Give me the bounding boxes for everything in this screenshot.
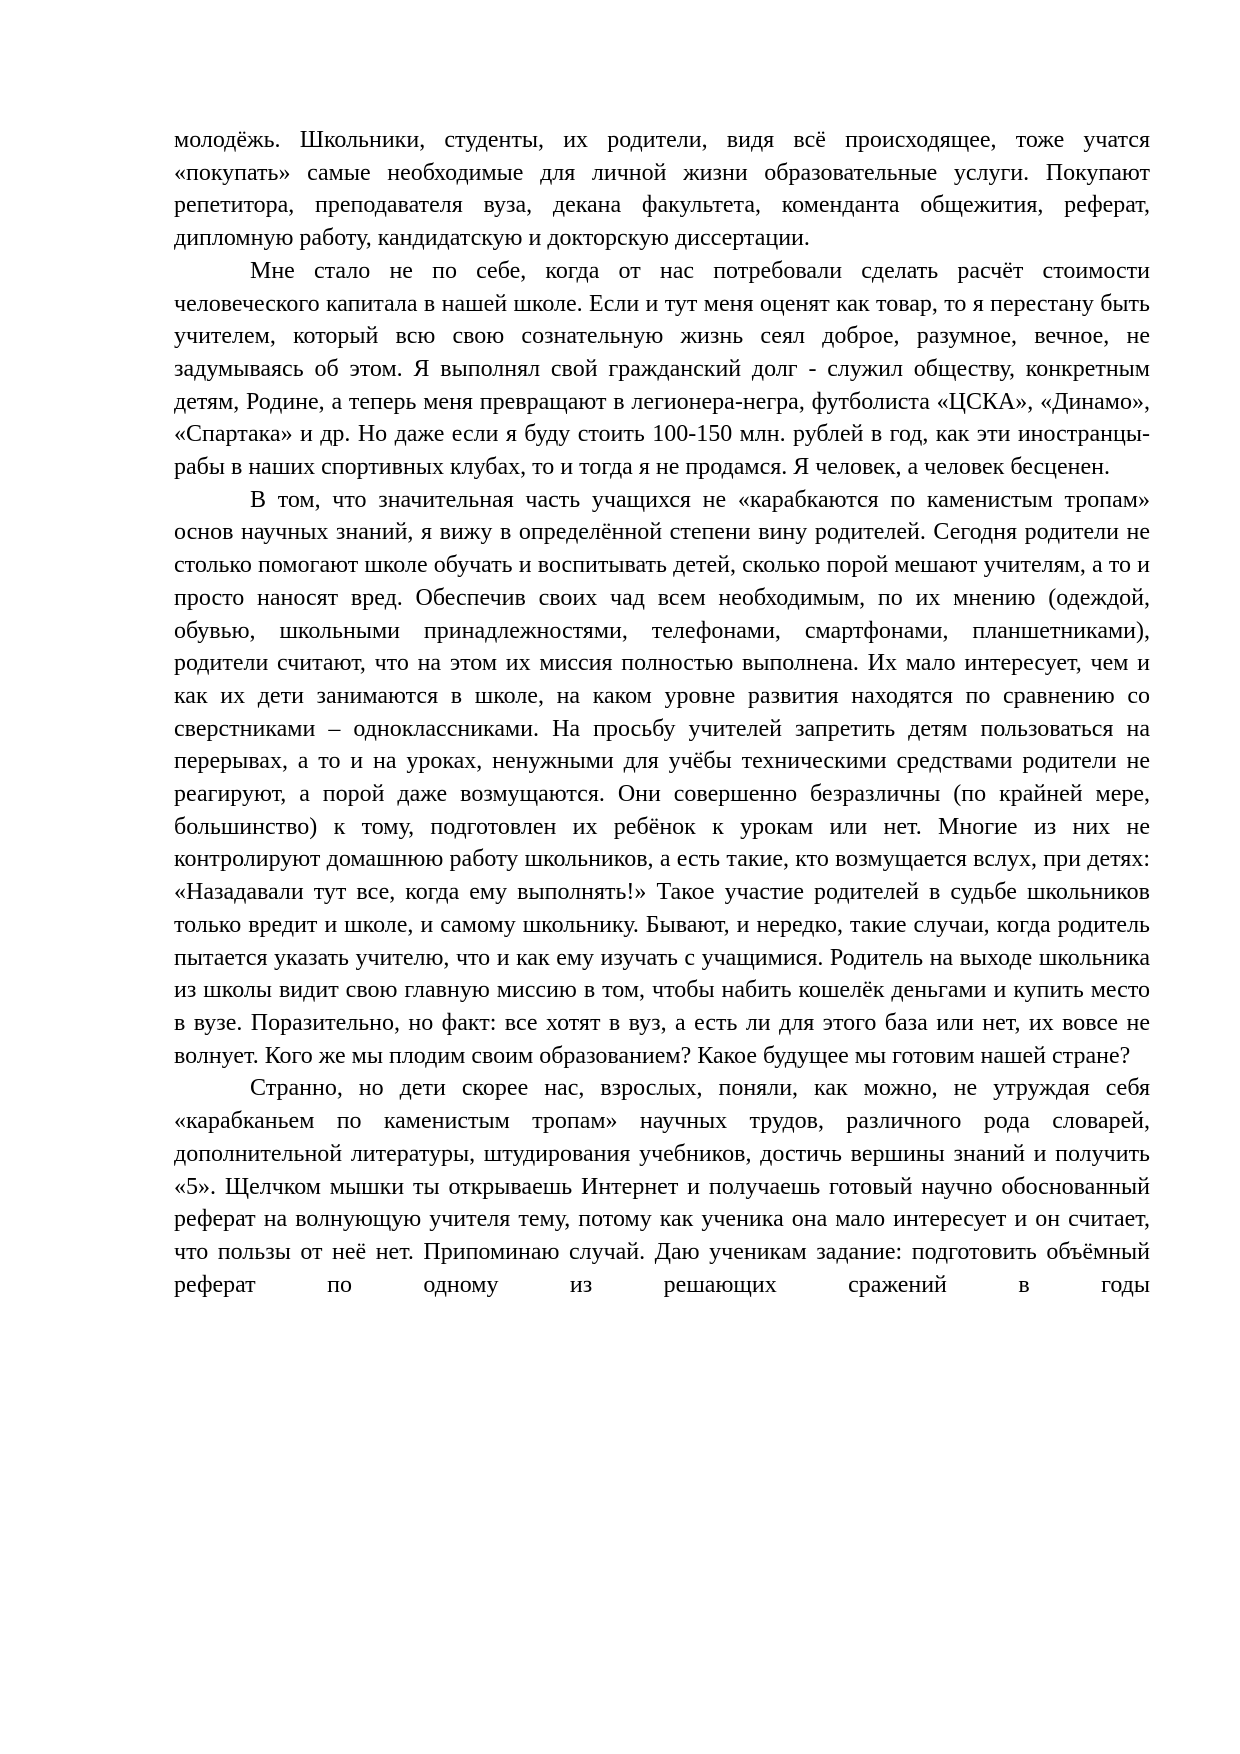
paragraph-children-internet: Странно, но дети скорее нас, взрослых, поняли, как можно, не утруждая себя «карабканьем по каменистым тропам» научных трудов, различного рода словарей, дополнительной литературы, штудирования учебников, достичь вершины знаний и получить «5». Щелчком мышки ты открываешь Интернет и получаешь готовый научно обоснованный реферат на волнующую учителя тему, потому как ученика она мало интересует и он считает, что пользы от неё нет. Припоминаю случай. Даю ученикам задание: подготовить объёмный реферат по одному из решающих сражений в годы: [174, 1075, 1150, 1298]
paragraph-continuation-from-previous-page: молодёжь. Школьники, студенты, их родители, видя всё происходящее, тоже учатся «покупать» самые необходимые для личной жизни образовательные услуги. Покупают репетитора, преподавателя вуза, декана факультета, коменданта общежития, реферат, дипломную работу, кандидатскую и докторскую диссертации.: [174, 127, 1150, 252]
paragraph-parents-blame: В том, что значительная часть учащихся не «карабкаются по каменистым тропам» основ научных знаний, я вижу в определённой степени вину родителей. Сегодня родители не столько помогают школе обучать и воспитывать детей, сколько порой мешают учителям, а то и просто наносят вред. Обеспечив своих чад всем необходимым, по их мнению (одеждой, обувью, школьными принадлежностями, телефонами, смартфонами, планшетниками), родители считают, что на этом их миссия полностью выполнена. Их мало интересует, чем и как их дети занимаются в школе, на каком уровне развития находятся по сравнению со сверстниками – одноклассниками. На просьбу учителей запретить детям пользоваться на перерывах, а то и на уроках, ненужными для учёбы техническими средствами родители не реагируют, а порой даже возмущаются. Они совершенно безразличны (по крайней мере, большинство) к тому, подготовлен их ребёнок к урокам или нет. Многие из них не контролируют домашнюю работу школьников, а есть такие, кто возмущается вслух, при детях: «Назадавали тут все, когда ему выполнять!» Такое участие родителей в судьбе школьников только вредит и школе, и самому школьнику. Бывают, и нередко, такие случаи, когда родитель пытается указать учителю, что и как ему изучать с учащимися. Родитель на выходе школьника из школы видит свою главную миссию в том, чтобы набить кошелёк деньгами и купить место в вузе. Поразительно, но факт: все хотят в вуз, а есть ли для этого база или нет, их вовсе не волнует. Кого же мы плодим своим образованием? Какое будущее мы готовим нашей стране?: [174, 486, 1150, 1069]
body-text: [174, 124, 1150, 1301]
paragraph-human-capital: Мне стало не по себе, когда от нас потребовали сделать расчёт стоимости человеческого капитала в нашей школе. Если и тут меня оценят как товар, то я перестану быть учителем, который всю свою сознательную жизнь сеял доброе, разумное, вечное, не задумываясь об этом. Я выполнял свой гражданский долг - служил обществу, конкретным детям, Родине, а теперь меня превращают в легионера-негра, футболиста «ЦСКА», «Динамо», «Спартака» и др. Но даже если я буду стоить 100-150 млн. рублей в год, как эти иностранцы-рабы в наших спортивных клубах, то и тогда я не продамся. Я человек, а человек бесценен.: [174, 257, 1150, 481]
